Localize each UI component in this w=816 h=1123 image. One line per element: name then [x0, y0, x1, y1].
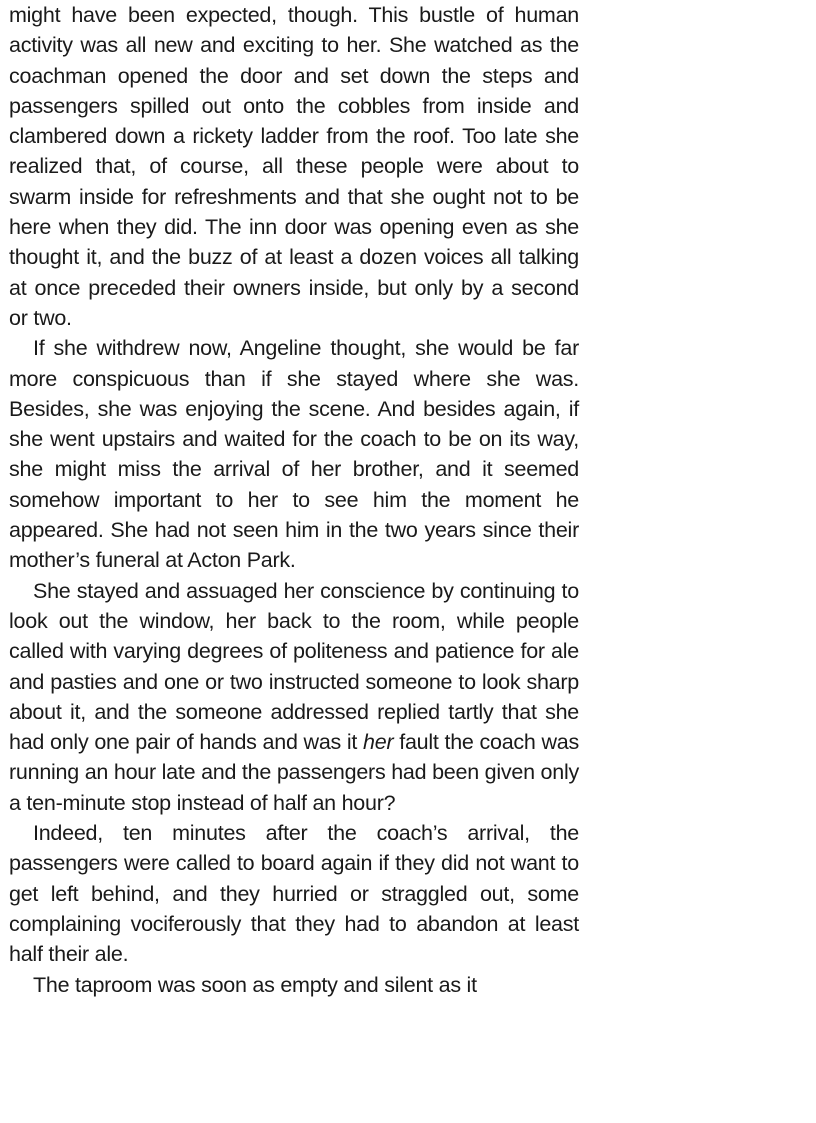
- paragraph-4: [9, 818, 579, 969]
- paragraph-5-text: The taproom was soon as empty and silent as it: [33, 972, 477, 997]
- paragraph-1-text: might have been expected, though. This bustle of human activity was all new and exciting to her. She watched as the coachman opened the door and set down the steps and passengers spilled out onto the cobbles from inside and clambered down a rickety ladder from the roof. Too late she realized that, of course, all these people were about to swarm inside for refreshments and that she ought not to be here when they did. The inn door was opening even as she thought it, and the buzz of at least a dozen voices all talking at once preceded their owners inside, but only by a second or two.: [9, 3, 579, 330]
- paragraph-3-text-end: fault the coach was running an hour late and the passengers had been given only a ten-minute stop instead of half an hour?: [9, 730, 579, 815]
- paragraph-2-text: If she withdrew now, Angeline thought, she would be far more conspicuous than if she stayed where she was. Besides, she was enjoying the scene. And besides again, if she went upstairs and waited for the coach to be on its way, she might miss the arrival of her brother, and it seemed somehow important to her to see him the moment he appeared. She had not seen him in the two years since their mother’s funeral at Acton Park.: [9, 336, 579, 573]
- paragraph-5: [9, 970, 579, 1000]
- paragraph-4-text: Indeed, ten minutes after the coach’s arrival, the passengers were called to board again if they did not want to get left behind, and they hurried or straggled out, some complaining vociferously that they had to abandon at least half their ale.: [9, 821, 579, 967]
- book-page-text: [9, 0, 579, 1000]
- paragraph-3-text-start: She stayed and assuaged her conscience by continuing to look out the window, her back to the room, while people called with varying degrees of politeness and patience for ale and pasties and one or two instructed someone to look sharp about it, and the someone addressed replied tartly that she had only one pair of hands and was it: [9, 578, 579, 755]
- paragraph-1: [9, 0, 579, 333]
- paragraph-3-emphasis: her: [363, 730, 394, 755]
- paragraph-3: [9, 576, 579, 818]
- paragraph-2: [9, 333, 579, 575]
